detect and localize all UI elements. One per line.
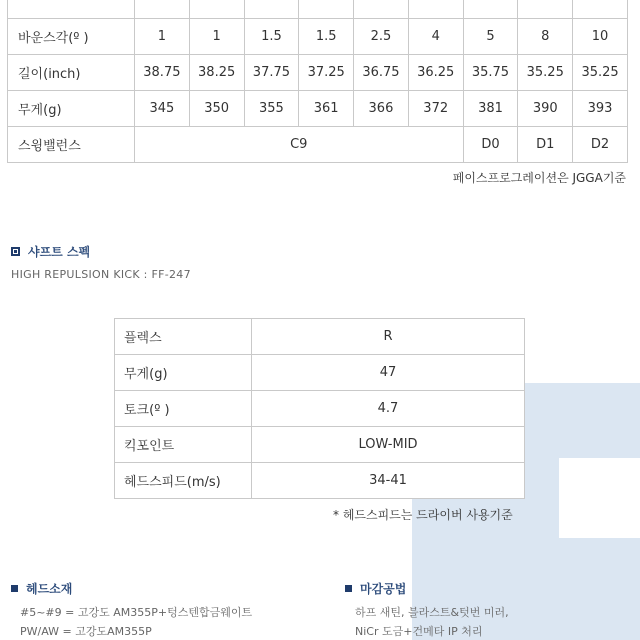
table-cell <box>135 0 190 19</box>
table-cell: 1.5 <box>244 19 299 55</box>
table-cell: D2 <box>573 127 628 163</box>
table-row <box>115 391 525 427</box>
table-cell: 38.75 <box>135 55 190 91</box>
table-row <box>115 463 525 499</box>
head-speed-note: * 헤드스피드는 드라이버 사용기준 <box>333 508 513 522</box>
table-cell: 35.75 <box>463 55 518 91</box>
square-bullet-icon <box>345 585 352 592</box>
table-cell <box>354 0 409 19</box>
table-cell: 36.75 <box>354 55 409 91</box>
shaft-section-title-text: 샤프트 스펙 <box>28 245 91 259</box>
head-material-line: PW/AW = 고강도AM355P <box>20 625 152 638</box>
table-cell: 34-41 <box>252 463 525 499</box>
table-cell: 350 <box>189 91 244 127</box>
table-cell: 36.25 <box>408 55 463 91</box>
row-label: 헤드스피드(m/s) <box>115 463 252 499</box>
table-cell: 1 <box>135 19 190 55</box>
table-cell: 381 <box>463 91 518 127</box>
head-material-title-text: 헤드소재 <box>26 582 73 596</box>
row-label: 길이(inch) <box>8 55 135 91</box>
table-cell: 37.25 <box>299 55 354 91</box>
finish-method-line: NiCr 도금+건메타 IP 처리 <box>355 625 483 638</box>
table-row <box>115 355 525 391</box>
row-label: 바운스각(º ) <box>8 19 135 55</box>
table-cell: 1 <box>189 19 244 55</box>
shaft-section-title <box>11 243 90 260</box>
table-cell <box>463 0 518 19</box>
table-cell: 345 <box>135 91 190 127</box>
table-cell: 1.5 <box>299 19 354 55</box>
table-cell: D0 <box>463 127 518 163</box>
table-row <box>8 0 628 19</box>
table-cell: 4 <box>408 19 463 55</box>
table-row <box>8 55 628 91</box>
table-cell: 38.25 <box>189 55 244 91</box>
table-row <box>8 127 628 163</box>
table-cell <box>408 0 463 19</box>
table-cell: 372 <box>408 91 463 127</box>
row-label: 토크(º ) <box>115 391 252 427</box>
table-cell <box>518 0 573 19</box>
table-cell: 10 <box>573 19 628 55</box>
table-row <box>115 427 525 463</box>
table-row <box>115 319 525 355</box>
table-cell: 5 <box>463 19 518 55</box>
table-cell <box>189 0 244 19</box>
head-material-line: #5~#9 = 고강도 AM355P+텅스텐합금웨이트 <box>20 606 253 619</box>
table-cell: D1 <box>518 127 573 163</box>
table-cell: 390 <box>518 91 573 127</box>
spec-table-note: 페이스프로그레이션은 JGGA기준 <box>452 171 626 185</box>
head-spec-table <box>7 0 628 163</box>
table-cell: 8 <box>518 19 573 55</box>
table-cell: 361 <box>299 91 354 127</box>
head-material-title <box>11 580 72 597</box>
row-label: 무게(g) <box>8 91 135 127</box>
row-label <box>8 0 135 19</box>
table-row <box>8 91 628 127</box>
table-row <box>8 19 628 55</box>
table-cell: LOW-MID <box>252 427 525 463</box>
table-cell: 47 <box>252 355 525 391</box>
table-cell: 2.5 <box>354 19 409 55</box>
shaft-spec-table <box>114 318 525 499</box>
table-cell: 366 <box>354 91 409 127</box>
finish-method-line: 하프 새틴, 블라스트&텃번 미러, <box>355 606 509 619</box>
table-cell: 37.75 <box>244 55 299 91</box>
table-cell <box>299 0 354 19</box>
table-cell <box>573 0 628 19</box>
finish-method-title-text: 마감공법 <box>360 582 407 596</box>
shaft-subtitle: HIGH REPULSION KICK : FF-247 <box>11 268 191 281</box>
square-bullet-icon <box>11 585 18 592</box>
row-label: 플렉스 <box>115 319 252 355</box>
table-cell: R <box>252 319 525 355</box>
row-label: 킥포인트 <box>115 427 252 463</box>
table-cell: 4.7 <box>252 391 525 427</box>
finish-method-title <box>345 580 406 597</box>
table-cell <box>244 0 299 19</box>
decorative-notch <box>559 458 640 538</box>
row-label: 무게(g) <box>115 355 252 391</box>
table-cell: 35.25 <box>518 55 573 91</box>
square-bullet-icon <box>11 247 20 256</box>
row-label: 스윙밸런스 <box>8 127 135 163</box>
table-cell: 355 <box>244 91 299 127</box>
table-cell: 35.25 <box>573 55 628 91</box>
table-cell: C9 <box>135 127 464 163</box>
table-cell: 393 <box>573 91 628 127</box>
